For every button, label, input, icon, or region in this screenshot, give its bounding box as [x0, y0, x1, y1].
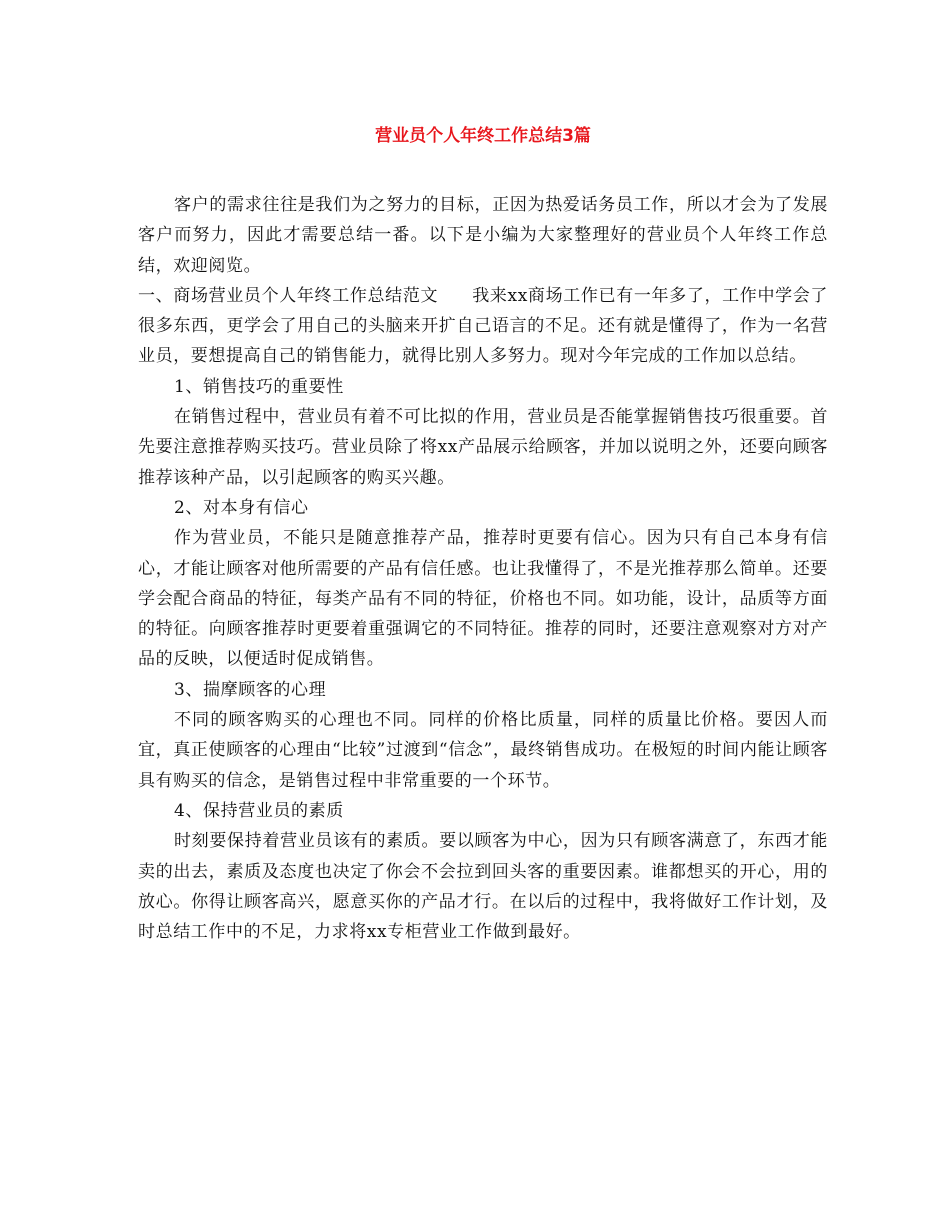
item-1-heading: 1、销售技巧的重要性 — [174, 376, 344, 397]
item-2-text: 作为营业员，不能只是随意推荐产品，推荐时更要有信心。因为只有自己本身有信心，才能让顾客对他所需要的产品有信任感。也让我懂得了，不是光推荐那么简单。还要学会配合商品的特征，每类产品有不同的特征，价格也不同。如功能，设计，品质等方面的特征。向顾客推荐时更要着重强调它的不同特征。推荐的同时，还要注意观察对方对产品的反映，以便适时促成销售。 — [138, 528, 828, 670]
item-3-heading: 3、揣摩顾客的心理 — [174, 679, 327, 700]
intro-paragraph: 客户的需求往往是我们为之努力的目标，正因为热爱话务员工作，所以才会为了发展客户而努力，因此才需要总结一番。以下是小编为大家整理好的营业员个人年终工作总结，欢迎阅览。 — [138, 195, 828, 276]
document-page — [138, 0, 828, 1230]
item-3-text: 不同的顾客购买的心理也不同。同样的价格比质量，同样的质量比价格。要因人而宜，真正使顾客的心理由“比较”过渡到“信念”，最终销售成功。在极短的时间内能让顾客具有购买的信念，是销售过程中非常重要的一个环节。 — [138, 710, 828, 791]
item-1-text: 在销售过程中，营业员有着不可比拟的作用，营业员是否能掌握销售技巧很重要。首先要注意推荐购买技巧。营业员除了将xx产品展示给顾客，并加以说明之外，还要向顾客推荐该种产品，以引起顾客的购买兴趣。 — [138, 407, 828, 488]
item-4-heading: 4、保持营业员的素质 — [174, 800, 344, 821]
section-1-paragraph — [138, 281, 828, 372]
document-body — [138, 190, 828, 947]
item-4-text: 时刻要保持着营业员该有的素质。要以顾客为中心，因为只有顾客满意了，东西才能卖的出去，素质及态度也决定了你会不会拉到回头客的重要因素。谁都想买的开心，用的放心。你得让顾客高兴，愿意买你的产品才行。在以后的过程中，我将做好工作计划，及时总结工作中的不足，力求将xx专柜营业工作做到最好。 — [138, 831, 828, 943]
section-1-text: 我来xx商场工作已有一年多了，工作中学会了很多东西，更学会了用自己的头脑来开扩自己语言的不足。还有就是懂得了，作为一名营业员，要想提高自己的销售能力，就得比别人多努力。现对今年完成的工作加以总结。 — [138, 285, 829, 367]
document-title: 营业员个人年终工作总结3篇 — [375, 126, 591, 146]
section-1-heading: 一、商场营业员个人年终工作总结范文 — [138, 285, 439, 306]
item-2-heading: 2、对本身有信心 — [174, 497, 309, 518]
